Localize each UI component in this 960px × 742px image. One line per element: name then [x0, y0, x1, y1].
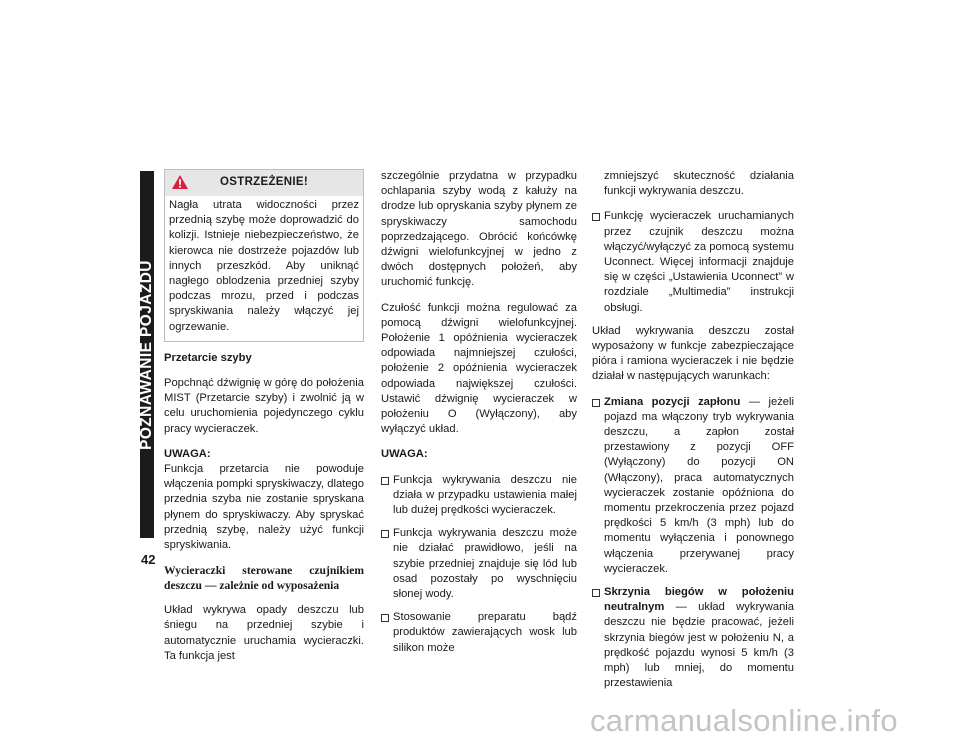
list-item-ignition — [592, 395, 794, 577]
mist-paragraph: Popchnąć dźwignię w górę do położenia MIST (Przetarcie szyby) i zwolnić ją w celu uruchomienia pojedynczego cyklu pracy wycieraczek. — [164, 377, 364, 435]
warning-box — [164, 169, 364, 342]
note-paragraph: Funkcja przetarcia nie powoduje włączenia pompki spryskiwaczy, dlatego przednia szyba nie zostanie spryskana płynem do spryskiwaczy. Aby spryskać przednią szybę, należy użyć funkcji spryskiwania. — [164, 463, 364, 552]
rain-sensor-paragraph: Układ wykrywa opady deszczu lub śniegu na przedniej szybie i automatycznie uruchamia wycieraczki. Ta funkcja jest — [164, 604, 364, 662]
list-item-gearbox — [592, 585, 794, 691]
column-3 — [592, 169, 794, 700]
list-item-uconnect: Funkcję wycieraczek uruchamianych przez czujnik deszczu można włączyć/wyłączyć za pomocą systemu Uconnect. Więcej informacji znajduje się w części „Ustawienia Uconnect” w rozdziale „Multimedia” instrukcji obsługi. — [592, 209, 794, 315]
col3-protect-paragraph: Układ wykrywania deszczu został wyposażony w funkcje zabezpieczające pióra i ramiona wycieraczek i nie będzie działał w następujących warunkach: — [592, 324, 794, 383]
mist-heading: Przetarcie szyby — [164, 351, 252, 364]
ignition-label: Zmiana pozycji zapłonu — [604, 395, 741, 408]
warning-triangle-icon — [171, 174, 189, 190]
section-tab — [140, 171, 154, 538]
page-number: 42 — [141, 552, 156, 567]
gearbox-label: Skrzynia biegów w położeniu neutralnym — [604, 586, 794, 614]
note-label: UWAGA: — [164, 447, 211, 460]
col3-continuation: zmniejszyć skuteczność działania funkcji wykrywania deszczu. — [604, 170, 794, 198]
column-1 — [164, 169, 364, 674]
list-item: Funkcja wykrywania deszczu nie działa w przypadku ustawienia małej lub dużej prędkości wycieraczek. — [381, 473, 577, 519]
watermark: carmanualsonline.info — [590, 703, 898, 738]
note-bullet-list — [381, 473, 577, 656]
rain-sensor-heading: Wycieraczki sterowane czujnikiem deszczu — zależnie od wyposażenia — [164, 564, 364, 593]
warning-title: OSTRZEŻENIE! — [220, 176, 308, 189]
list-item: Stosowanie preparatu bądź produktów zawierających wosk lub silikon może — [381, 610, 577, 656]
warning-text: Nagła utrata widoczności przez przednią szybę może doprowadzić do kolizji. Istnieje niebezpieczeństwo, że kierowca nie dostrzeże pojazdów lub innych przeszkód. Aby uniknąć nagłego oblodzenia przedniej szyby podczas mrozu, przed i podczas spryskiwania należy włączyć jej ogrzewanie. — [169, 199, 359, 333]
section-tab-label: POZNAWANIE POJAZDU — [138, 259, 155, 450]
gearbox-text: — układ wykrywania deszczu nie będzie pracować, jeżeli skrzynia biegów jest w położeniu N, a prędkość pojazdu wynosi 5 km/h (3 mph) lub mniej, do momentu przestawienia — [604, 601, 794, 690]
col2-paragraph-2: Czułość funkcji można regulować za pomocą dźwigni wielofunkcyjnej. Położenie 1 opóźnienia wycieraczek odpowiada najmniejszej czułości, położenie 2 opóźnienia wycieraczek odpowiada największej czułości. Ustawić dźwignię wycieraczek w położeniu O (Wyłączony), aby wyłączyć układ. — [381, 301, 577, 436]
list-item: Funkcja wykrywania deszczu może nie działać prawidłowo, jeśli na szybie przedniej znajduje się lód lub osad pozostały po wyschnięciu słonej wody. — [381, 526, 577, 602]
col2-paragraph-1: szczególnie przydatna w przypadku ochlapania szyby wodą z kałuży na drodze lub opryskania szyby płynem ze spryskiwaczy samochodu poprzedzającego. Obrócić końcówkę dźwigni wielofunkcyjnej w jedno z dwóch dostępnych położeń, aby uruchomić funkcję. — [381, 170, 577, 289]
column-2 — [381, 169, 577, 666]
col2-note-label: UWAGA: — [381, 448, 428, 461]
warning-header — [165, 170, 363, 196]
ignition-text: — jeżeli pojazd ma włączony tryb wykrywania deszczu, a zapłon został przestawiony z pozycji OFF (Wyłączony) do pozycji ON (Włączony), praca automatycznych wycieraczek zostanie opóźniona do momentu przekroczenia przez pojazd prędkości 5 km/h (3 mph) lub do momentu wyłączenia i ponownego włączenia przerywanej pracy wycieraczek. — [604, 395, 794, 575]
